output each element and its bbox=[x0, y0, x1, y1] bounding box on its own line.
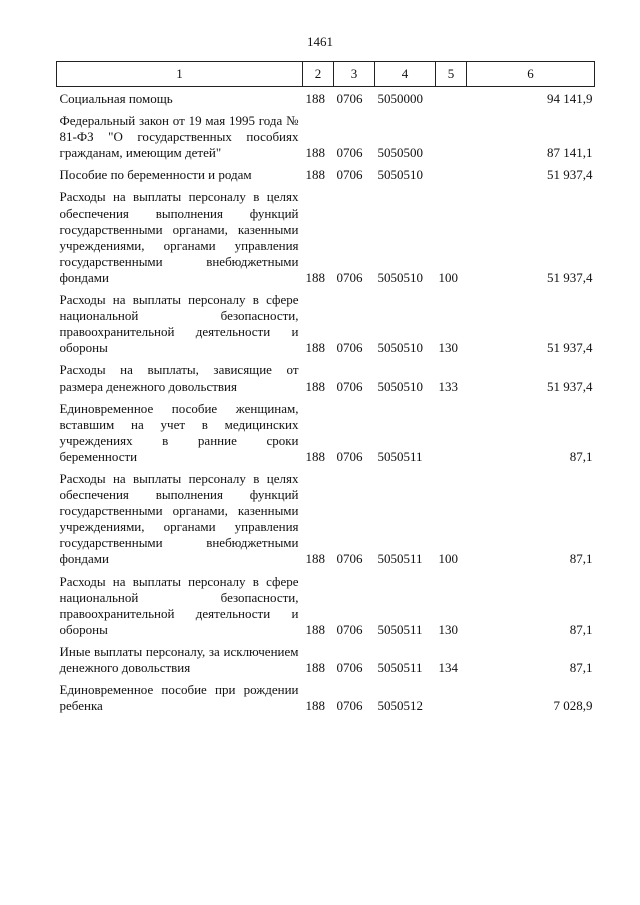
row-section-code: 0706 bbox=[336, 91, 363, 106]
table-row bbox=[57, 167, 595, 189]
row-section-code: 0706 bbox=[336, 448, 363, 464]
table-row bbox=[57, 471, 595, 574]
row-name: Иные выплаты персоналу, за исключением денежного довольствия bbox=[59, 643, 299, 675]
row-amount: 87,1 bbox=[569, 660, 593, 675]
row-ministry-code: 188 bbox=[305, 340, 325, 356]
table-row bbox=[57, 189, 595, 292]
table-header bbox=[57, 62, 595, 87]
row-expense-code bbox=[436, 87, 467, 114]
table-row bbox=[57, 113, 595, 167]
row-expense-code bbox=[436, 401, 467, 471]
row-ministry-code: 188 bbox=[305, 448, 325, 464]
row-section-code: 0706 bbox=[336, 621, 363, 637]
row-target-code: 5050511 bbox=[377, 448, 423, 464]
column-header-target: 4 bbox=[375, 62, 436, 87]
row-ministry-code: 188 bbox=[305, 167, 325, 183]
row-ministry-code: 188 bbox=[305, 145, 325, 161]
row-section-code: 0706 bbox=[336, 698, 363, 714]
budget-table bbox=[56, 61, 595, 720]
row-expense-code bbox=[436, 682, 467, 720]
row-amount: 51 937,4 bbox=[547, 378, 593, 394]
row-amount: 7 028,9 bbox=[553, 698, 593, 714]
row-target-code: 5050510 bbox=[377, 269, 423, 285]
table-body bbox=[57, 87, 595, 721]
page-number: 1461 bbox=[307, 34, 333, 49]
row-target-code: 5050510 bbox=[377, 167, 423, 183]
row-section-code: 0706 bbox=[336, 660, 363, 675]
row-name: Расходы на выплаты персоналу в целях обеспечения выполнения функций государственными органами, казенными учреждениями, органами управления государственными внебюджетными фондами bbox=[59, 189, 299, 285]
column-header-amount: 6 bbox=[467, 62, 595, 87]
row-ministry-code: 188 bbox=[305, 660, 325, 675]
column-header-section: 3 bbox=[334, 62, 375, 87]
row-name: Расходы на выплаты, зависящие от размера денежного довольствия bbox=[59, 362, 299, 394]
table-row bbox=[57, 574, 595, 644]
row-expense-code bbox=[436, 167, 467, 189]
row-expense-code: 130 bbox=[438, 621, 458, 637]
row-expense-code: 100 bbox=[438, 269, 458, 285]
column-header-ministry: 2 bbox=[303, 62, 334, 87]
row-section-code: 0706 bbox=[336, 167, 363, 183]
row-section-code: 0706 bbox=[336, 269, 363, 285]
row-target-code: 5050511 bbox=[377, 660, 423, 675]
row-target-code: 5050511 bbox=[377, 621, 423, 637]
row-amount: 87 141,1 bbox=[547, 145, 593, 161]
row-name: Федеральный закон от 19 мая 1995 года № 81-ФЗ "О государственных пособиях гражданам, имеющим детей" bbox=[59, 113, 299, 161]
row-amount: 87,1 bbox=[569, 551, 593, 567]
row-expense-code bbox=[436, 113, 467, 167]
row-amount: 87,1 bbox=[569, 448, 593, 464]
column-header-name: 1 bbox=[57, 62, 303, 87]
row-section-code: 0706 bbox=[336, 340, 363, 356]
row-target-code: 5050510 bbox=[377, 378, 423, 394]
row-name: Социальная помощь bbox=[59, 91, 173, 106]
row-name: Расходы на выплаты персоналу в целях обеспечения выполнения функций государственными органами, казенными учреждениями, органами управления государственными внебюджетными фондами bbox=[59, 470, 299, 567]
table-row bbox=[57, 87, 595, 114]
row-expense-code: 133 bbox=[438, 378, 458, 394]
row-ministry-code: 188 bbox=[305, 378, 325, 394]
row-expense-code: 130 bbox=[438, 340, 458, 356]
column-header-expense-type: 5 bbox=[436, 62, 467, 87]
row-name: Единовременное пособие женщинам, вставшим на учет в медицинских учреждениях в ранние сроки беременности bbox=[59, 400, 299, 464]
row-ministry-code: 188 bbox=[305, 91, 325, 106]
table-row bbox=[57, 682, 595, 720]
row-amount: 51 937,4 bbox=[547, 340, 593, 356]
row-ministry-code: 188 bbox=[305, 269, 325, 285]
row-name: Расходы на выплаты персоналу в сфере национальной безопасности, правоохранительной деятельности и обороны bbox=[59, 573, 299, 637]
row-ministry-code: 188 bbox=[305, 551, 325, 567]
row-target-code: 5050512 bbox=[377, 698, 423, 714]
row-target-code: 5050000 bbox=[377, 91, 423, 106]
row-ministry-code: 188 bbox=[305, 621, 325, 637]
row-amount: 51 937,4 bbox=[547, 167, 593, 183]
row-section-code: 0706 bbox=[336, 551, 363, 567]
row-name: Пособие по беременности и родам bbox=[59, 167, 252, 183]
row-target-code: 5050500 bbox=[377, 145, 423, 161]
row-target-code: 5050511 bbox=[377, 551, 423, 567]
table-row bbox=[57, 362, 595, 400]
row-target-code: 5050510 bbox=[377, 340, 423, 356]
row-section-code: 0706 bbox=[336, 378, 363, 394]
row-name: Единовременное пособие при рождении ребенка bbox=[59, 682, 299, 714]
table-row bbox=[57, 401, 595, 471]
row-name: Расходы на выплаты персоналу в сфере национальной безопасности, правоохранительной деятельности и обороны bbox=[59, 292, 299, 356]
row-amount: 94 141,9 bbox=[547, 91, 593, 106]
row-section-code: 0706 bbox=[336, 145, 363, 161]
header-row bbox=[57, 62, 595, 87]
table-row bbox=[57, 644, 595, 682]
row-expense-code: 134 bbox=[438, 660, 458, 675]
row-amount: 51 937,4 bbox=[547, 269, 593, 285]
row-amount: 87,1 bbox=[569, 621, 593, 637]
row-expense-code: 100 bbox=[438, 551, 458, 567]
table-row bbox=[57, 292, 595, 362]
row-ministry-code: 188 bbox=[305, 698, 325, 714]
